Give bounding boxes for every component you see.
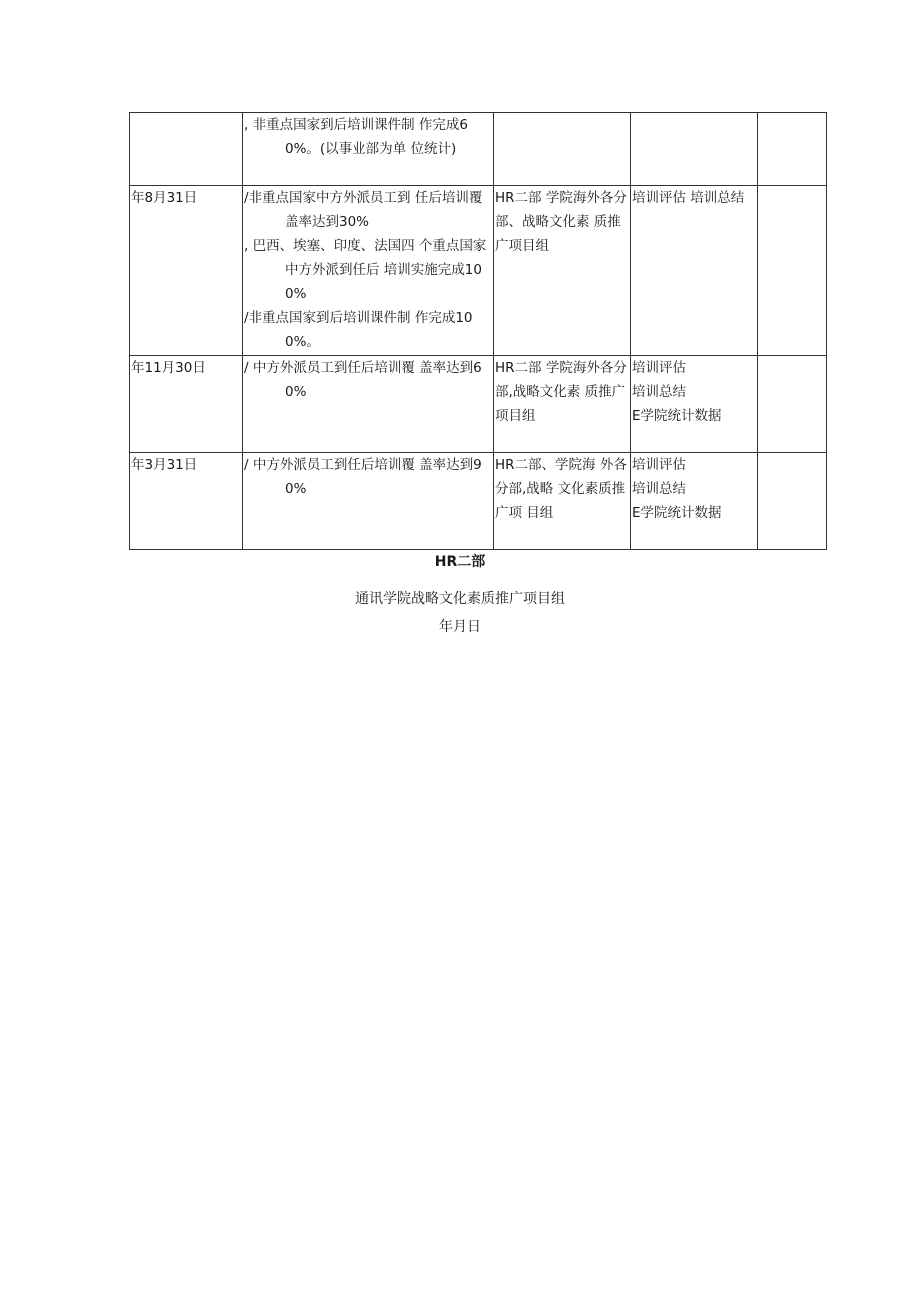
output-item: 培训评估 — [632, 360, 686, 376]
owner-cell: HR二部、学院海 外各分部,战略 文化素质推广项 目组 — [494, 453, 631, 550]
note-cell — [758, 186, 827, 356]
goal-cell — [243, 453, 494, 550]
table-row — [130, 113, 827, 186]
table-row — [130, 356, 827, 453]
table-row — [130, 453, 827, 550]
goal-cell — [243, 186, 494, 356]
date-cell: 年8月31日 — [130, 186, 243, 356]
note-cell — [758, 356, 827, 453]
note-cell — [758, 453, 827, 550]
date-cell: 年11月30日 — [130, 356, 243, 453]
goal-cell — [243, 356, 494, 453]
output-cell — [631, 453, 758, 550]
goal-item: /非重点国家到后培训课件制 作完成100%。 — [244, 310, 473, 350]
output-cell — [631, 356, 758, 453]
output-item: 培训评估 培训总结 — [632, 190, 745, 206]
goal-item: /非重点国家中方外派员工到 任后培训覆盖率达到30% — [244, 190, 483, 230]
output-item: 培训总结 — [632, 481, 686, 497]
output-item: 培训评估 — [632, 457, 686, 473]
footer-project-group: 通讯学院战略文化素质推广项目组 — [355, 591, 565, 607]
output-item: 培训总结 — [632, 384, 686, 400]
owner-cell: HR二部 学院海外各分 部,战略文化素 质推广项目组 — [494, 356, 631, 453]
note-cell — [758, 113, 827, 186]
footer-date: 年月日 — [439, 619, 481, 635]
goal-item: , 巴西、埃塞、印度、法国四 个重点国家中方外派到任后 培训实施完成100% — [244, 238, 487, 302]
goal-item: / 中方外派员工到任后培训覆 盖率达到60% — [244, 360, 482, 400]
output-cell — [631, 186, 758, 356]
date-cell: 年3月31日 — [130, 453, 243, 550]
table-row — [130, 186, 827, 356]
goal-cell — [243, 113, 494, 186]
output-item: E学院统计数据 — [632, 505, 722, 521]
goal-item: / 中方外派员工到任后培训覆 盖率达到90% — [244, 457, 482, 497]
owner-cell — [494, 113, 631, 186]
goal-item: , 非重点国家到后培训课件制 作完成60%。(以事业部为单 位统计) — [244, 117, 468, 157]
output-cell — [631, 113, 758, 186]
output-item: E学院统计数据 — [632, 408, 722, 424]
date-cell — [130, 113, 243, 186]
footer-department: HR二部 — [434, 554, 486, 570]
plan-table — [129, 112, 827, 550]
owner-cell: HR二部 学院海外各分 部、战略文化素 质推广项目组 — [494, 186, 631, 356]
